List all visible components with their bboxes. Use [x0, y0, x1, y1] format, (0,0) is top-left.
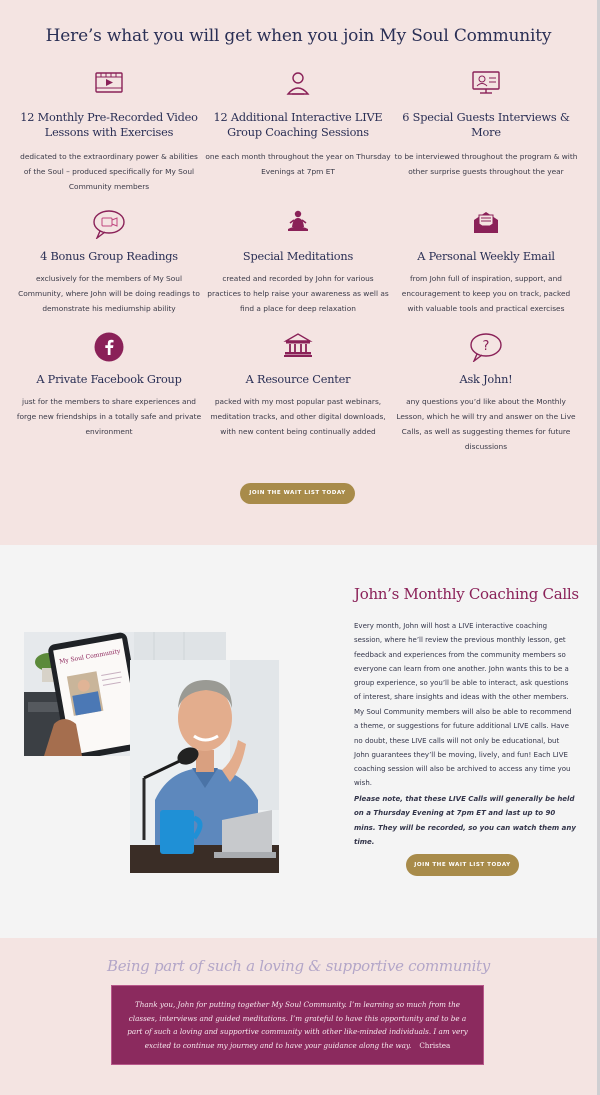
feature-title: 12 Monthly Pre-Recorded Video Lessons with Exercises	[20, 111, 198, 139]
features-title: Here’s what you will get when you join My Soul Community	[45, 26, 552, 46]
feature-title: Special Meditations	[242, 250, 354, 263]
feature-description: just for the members to share experiences and forge new friendships in a totally safe and private environment	[16, 397, 202, 436]
join-wait-list-button-2[interactable]: JOIN THE WAIT LIST TODAY	[406, 854, 519, 876]
speech-bubble-video-icon	[92, 209, 126, 239]
feature-description: dedicated to the extraordinary power & abilities of the Soul – produced specifically for My Soul Community members	[20, 152, 198, 191]
coaching-person-icon	[283, 70, 313, 96]
feature-description: exclusively for the members of My Soul Community, where John will be doing readings to demonstrate his mediumship ability	[18, 274, 200, 313]
john-podcast-photo	[130, 660, 279, 873]
tablet-screen-title: My Soul Community	[58, 647, 121, 666]
coaching-note: Please note, that these LIVE Calls will generally be held on a Thursday Evening at 7pm ET and last up to 90 mins. They will be recorded, so you can watch them any time.	[354, 795, 576, 846]
feature-title: 12 Additional Interactive LIVE Group Coaching Sessions	[213, 111, 383, 139]
testimonial-box	[111, 985, 484, 1065]
feature-title: 4 Bonus Group Readings	[40, 250, 178, 263]
community-title: Being part of such a loving & supportive community	[107, 957, 490, 975]
coaching-title: John’s Monthly Coaching Calls	[354, 585, 579, 603]
video-lessons-icon	[94, 70, 124, 96]
meditation-icon	[283, 209, 313, 235]
join-wait-list-button[interactable]: JOIN THE WAIT LIST TODAY	[240, 483, 355, 504]
coaching-paragraph-1: Every month, John will host a LIVE interactive coaching session, where he’ll review the previous monthly lesson, get feedback and experiences from the community members so everyone can learn from one another. John wants this to be a group experience, so you’ll be able to interact, ask questions of interest, share insights and ideas with the other members.	[354, 622, 569, 702]
feature-description: any questions you’d like about the Monthly Lesson, which he will try and answer on the Live Calls, as well as suggesting themes for future discussions	[396, 397, 576, 451]
community-section	[0, 938, 597, 1095]
envelope-icon	[471, 209, 501, 235]
feature-description: from John full of inspiration, support, and encouragement to keep you on track, packed with valuable tools and practical exercises	[401, 274, 571, 313]
feature-description: packed with my most popular past webinars, meditation tracks, and other digital downloads, with new content being continually added	[210, 397, 386, 436]
feature-title: A Resource Center	[245, 373, 351, 386]
facebook-icon[interactable]	[94, 332, 124, 362]
testimonial-text: Thank you, John for putting together My Soul Community. I’m learning so much from the classes, interviews and guided meditations. I’m grateful to have this opportunity and to be a part of such a loving and supportive community with other like-minded individuals. I am very excited to continue my journey and to have your guidance along the way.	[127, 1000, 468, 1050]
features-section	[0, 0, 597, 545]
svg-text:?: ?	[482, 339, 490, 354]
feature-title: A Personal Weekly Email	[417, 250, 555, 263]
feature-description: to be interviewed throughout the program & with other surprise guests throughout the year	[394, 152, 578, 176]
building-icon	[283, 332, 313, 358]
monitor-interview-icon	[471, 70, 501, 96]
feature-title: A Private Facebook Group	[36, 373, 182, 386]
feature-title: Ask John!	[459, 373, 513, 386]
coaching-section	[0, 545, 597, 938]
coaching-paragraph-2: My Soul Community members will also be able to recommend a theme, or suggestions for future additional LIVE calls. Have no doubt, these LIVE calls will not only be educational, but John guarantees they’ll be moving, lively, and fun! Each LIVE coaching session will also be archived to access any time you wish.	[354, 708, 572, 788]
question-bubble-icon	[469, 332, 503, 362]
testimonial-author: Christea	[419, 1040, 451, 1050]
feature-description: one each month throughout the year on Thursday Evenings at 7pm ET	[205, 152, 391, 176]
feature-title: 6 Special Guests Interviews & More	[402, 111, 570, 139]
feature-description: created and recorded by John for various practices to help raise your awareness as well as find a place for deep relaxation	[207, 274, 389, 313]
